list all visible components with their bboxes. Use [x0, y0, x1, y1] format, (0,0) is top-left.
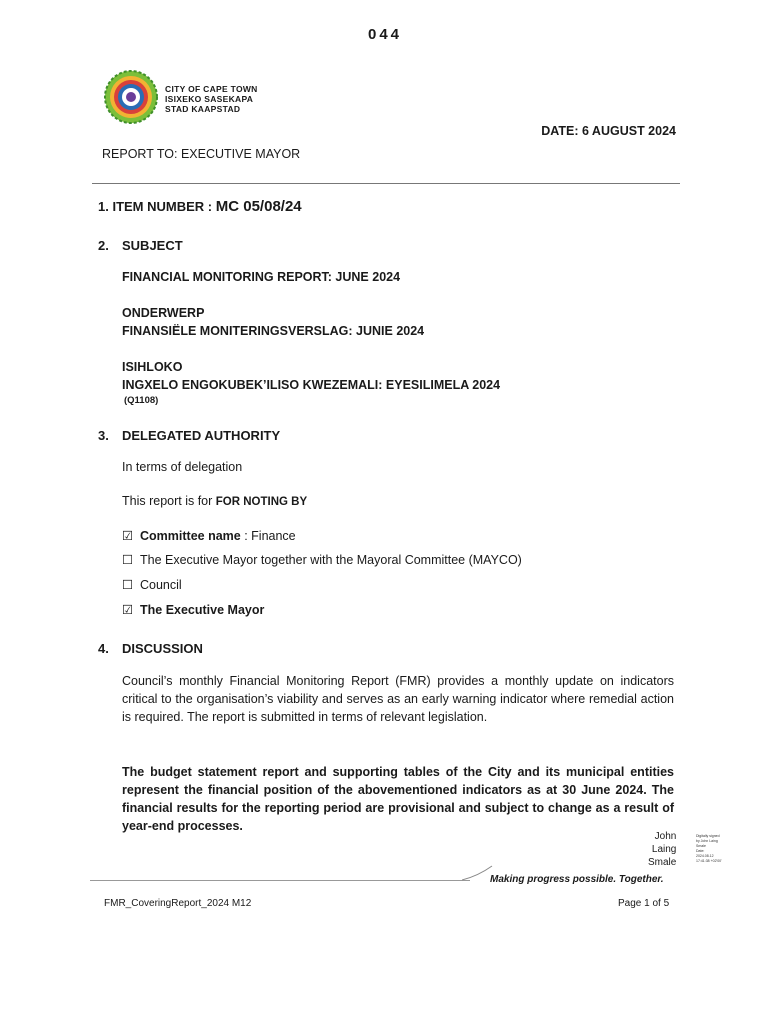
report-to: REPORT TO: EXECUTIVE MAYOR	[102, 147, 301, 161]
option-committee-bold: Committee name	[140, 529, 241, 543]
signature-name-line: Laing	[651, 844, 677, 855]
report-date: DATE: 6 AUGUST 2024	[541, 124, 676, 138]
signature-fine-line: 17:41:38 +02'00'	[696, 859, 722, 863]
option-executive-mayor-bold: The Executive Mayor	[140, 603, 265, 617]
signature-name-line: Smale	[648, 857, 677, 868]
subject-afr-heading: ONDERWERP	[122, 306, 205, 320]
checkbox-checked-icon: ☑	[122, 603, 134, 617]
signature-fine-line: Date:	[696, 849, 705, 853]
subject-xh-title: INGXELO ENGOKUBEK’ILISO KWEZEMALI: EYESILIMELA 2024	[122, 378, 501, 392]
subject-ref: (Q1108)	[124, 395, 159, 406]
noting-line	[122, 494, 307, 508]
footer-filename: FMR_CoveringReport_2024 M12	[104, 898, 252, 909]
delegated-heading	[98, 428, 280, 443]
city-name-af: STAD KAAPSTAD	[165, 104, 241, 114]
delegated-heading-text: DELEGATED AUTHORITY	[122, 428, 281, 443]
option-committee-rest: : Finance	[240, 529, 296, 543]
discussion-heading-text: DISCUSSION	[122, 641, 203, 656]
city-name-en: CITY OF CAPE TOWN	[165, 84, 258, 94]
option-council	[122, 577, 182, 592]
footer-page-number: Page 1 of 5	[618, 898, 670, 909]
option-mayco	[122, 552, 522, 567]
subject-afr-title: FINANSIËLE MONITERINGSVERSLAG: JUNIE 2024	[122, 324, 425, 338]
signature-name-line: John	[654, 831, 677, 842]
signature-fine-line: Smale	[696, 844, 706, 848]
subject-heading	[98, 238, 183, 253]
subject-xh-heading: ISIHLOKO	[122, 360, 183, 374]
subject-english: FINANCIAL MONITORING REPORT: JUNE 2024	[122, 270, 401, 284]
checkbox-empty-icon: ☐	[122, 578, 134, 592]
option-council-text: Council	[140, 578, 182, 592]
option-executive-mayor	[122, 602, 264, 617]
signature-name	[648, 830, 676, 869]
signature-fine-line: 2024.08.12	[696, 854, 714, 858]
discussion-heading	[98, 641, 203, 656]
signature-fine-line: Digitally signed	[696, 834, 720, 838]
discussion-paragraph-2: The budget statement report and supporting tables of the City and its municipal entities represent the financial position of the abovementioned indicators as at 30 June 2024. The financial results for the reporting period are provisional and subject to change as a result of year-end processes.	[122, 765, 674, 833]
delegated-heading-num: 3.	[98, 428, 109, 443]
delegation-intro: In terms of delegation	[122, 460, 243, 474]
signature-fine-line: by John Laing	[696, 839, 718, 843]
city-name-block	[165, 84, 258, 114]
option-mayco-text: The Executive Mayor together with the Mayoral Committee (MAYCO)	[140, 553, 522, 567]
footer-divider	[90, 880, 470, 881]
discussion-paragraph-1: Council’s monthly Financial Monitoring Report (FMR) provides a monthly update on indicators critical to the organisation’s viability and serves as an early warning indicator where remedial action is required. The report is submitted in terms of relevant legislation.	[122, 674, 674, 724]
option-committee	[122, 528, 296, 543]
checkbox-empty-icon: ☐	[122, 553, 134, 567]
subject-heading-text: SUBJECT	[122, 238, 183, 253]
header-divider	[92, 183, 680, 184]
discussion-heading-num: 4.	[98, 641, 109, 656]
item-number-code: MC 05/08/24	[215, 198, 302, 215]
subject-heading-num: 2.	[98, 238, 109, 253]
noting-prefix: This report is for	[122, 494, 216, 508]
signature-fine-print	[696, 834, 736, 864]
noting-bold: FOR NOTING BY	[215, 496, 308, 508]
city-name-xh: ISIXEKO SASEKAPA	[165, 94, 254, 104]
checkbox-checked-icon: ☑	[122, 529, 134, 543]
item-number-label: 1. ITEM NUMBER :	[98, 199, 213, 214]
city-logo-icon	[104, 70, 158, 124]
item-number	[98, 198, 302, 215]
slogan: Making progress possible. Together.	[490, 874, 664, 885]
page-number-top: 044	[367, 26, 403, 43]
